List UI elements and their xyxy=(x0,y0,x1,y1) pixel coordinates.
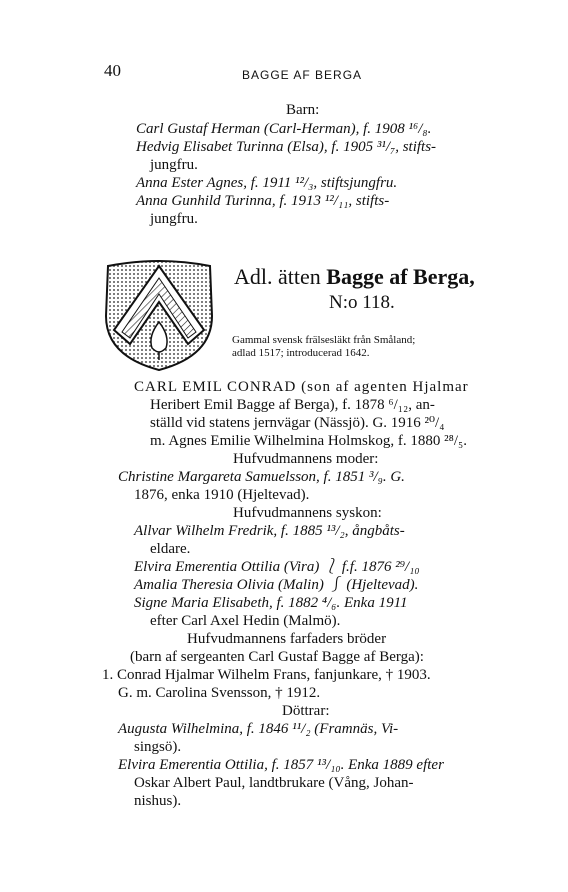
running-title: BAGGE AF BERGA xyxy=(242,68,363,82)
child-line: Carl Gustaf Herman (Carl-Herman), f. 1908 ¹⁶/₈. xyxy=(136,121,432,137)
barn-heading: Barn: xyxy=(286,102,320,118)
main-text-line: nishus). xyxy=(134,793,182,809)
main-text-line: Elvira Emerentia Ottilia, f. 1857 ¹³/₁₀. Enka 1889 efter xyxy=(118,757,444,773)
child-line: Anna Gunhild Turinna, f. 1913 ¹²/₁₁, stifts- xyxy=(136,193,390,209)
section-heading: Döttrar: xyxy=(282,703,330,719)
main-text-line: Signe Maria Elisabeth, f. 1882 ⁴/₆. Enka 1911 xyxy=(134,595,408,611)
main-text-line: singsö). xyxy=(134,739,182,755)
main-text-line: Oskar Albert Paul, landtbrukare (Vång, Johan- xyxy=(134,775,414,791)
child-line: Anna Ester Agnes, f. 1911 ¹²/₃, stiftsjungfru. xyxy=(136,175,398,191)
main-text-line: Augusta Wilhelmina, f. 1846 ¹¹/₂ (Framnäs, Vi- xyxy=(118,721,399,737)
child-line: jungfru. xyxy=(150,211,198,227)
main-text-line: Elvira Emerentia Ottilia (Vira) ⎱ f.f. 1876 ²⁹/₁₀ xyxy=(134,559,420,575)
family-number: N:o 118. xyxy=(329,292,395,313)
family-description: adlad 1517; introducerad 1642. xyxy=(232,347,370,359)
section-heading: Hufvudmannens syskon: xyxy=(233,505,382,521)
main-text-line: Heribert Emil Bagge af Berga), f. 1878 ⁶/₁₂, an- xyxy=(150,397,435,413)
coat-of-arms-image xyxy=(100,252,218,374)
section-heading: Hufvudmannens moder: xyxy=(233,451,379,467)
main-text-line: G. m. Carolina Svensson, † 1912. xyxy=(118,685,321,701)
child-line: jungfru. xyxy=(150,157,198,173)
main-text-line: Allvar Wilhelm Fredrik, f. 1885 ¹³/₂, ångbåts- xyxy=(134,523,405,539)
main-text-line: m. Agnes Emilie Wilhelmina Holmskog, f. 1880 ²⁸/₅. xyxy=(150,433,467,449)
main-text-line: efter Carl Axel Hedin (Malmö). xyxy=(150,613,341,629)
main-text-line: 1. Conrad Hjalmar Wilhelm Frans, fanjunkare, † 1903. xyxy=(102,667,431,683)
heading-prefix: Adl. ätten xyxy=(234,264,321,289)
child-line: Hedvig Elisabet Turinna (Elsa), f. 1905 ³¹/₇, stifts- xyxy=(136,139,437,155)
section-heading: Hufvudmannens farfaders bröder xyxy=(187,631,387,647)
main-text-line: (barn af sergeanten Carl Gustaf Bagge af Berga): xyxy=(130,649,424,665)
family-name: Bagge af Berga, xyxy=(326,264,475,289)
main-text-line: Amalia Theresia Olivia (Malin) ⎰ (Hjeltevad). xyxy=(134,577,419,593)
main-text-line: ställd vid statens jernvägar (Nässjö). G. 1916 ²⁰/₄ xyxy=(150,415,445,431)
main-text-line: eldare. xyxy=(150,541,191,557)
family-heading xyxy=(234,264,475,290)
page-number: 40 xyxy=(104,61,121,80)
family-description: Gammal svensk frälsesläkt från Småland; xyxy=(232,334,416,346)
main-text-line: Christine Margareta Samuelsson, f. 1851 ³/₉. G. xyxy=(118,469,405,485)
main-text-line: CARL EMIL CONRAD (son af agenten Hjalmar xyxy=(134,379,469,395)
main-text-line: 1876, enka 1910 (Hjeltevad). xyxy=(134,487,310,503)
